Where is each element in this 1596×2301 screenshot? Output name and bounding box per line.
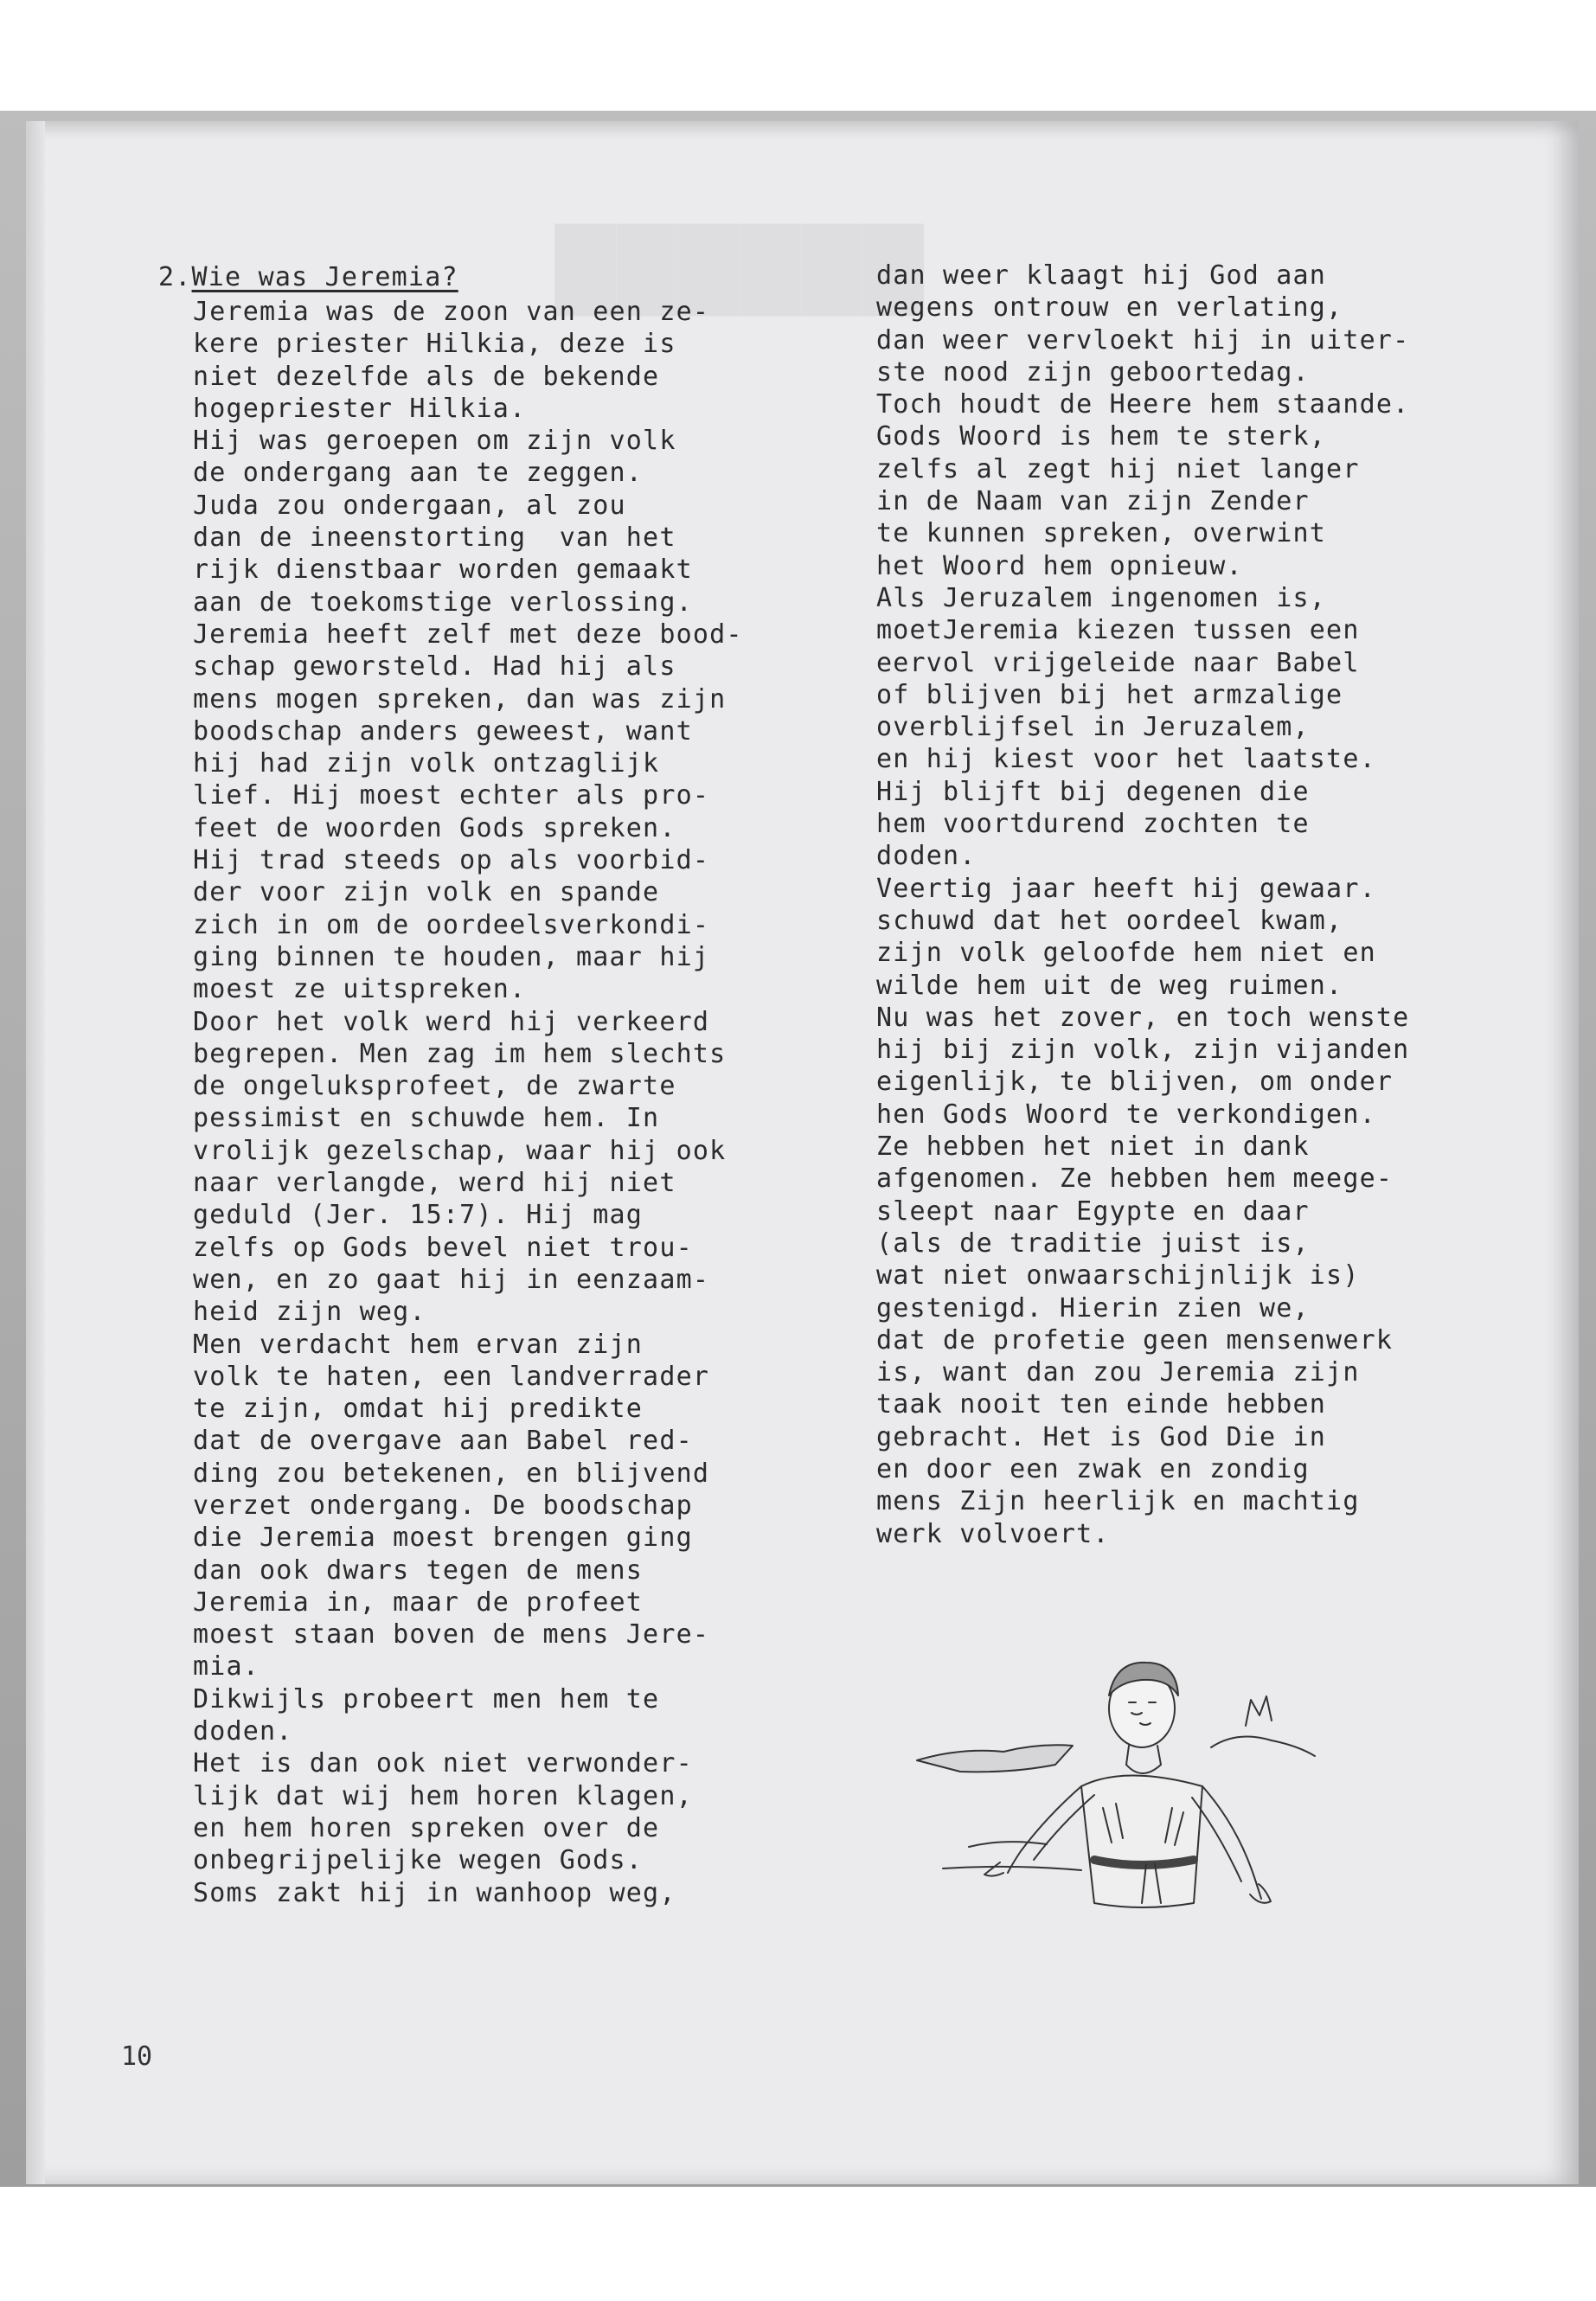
text-line: ding zou betekenen, en blijvend bbox=[193, 1458, 710, 1489]
text-line: Ze hebben het niet in dank bbox=[876, 1131, 1310, 1163]
text-line: of blijven bij het armzalige bbox=[876, 679, 1343, 710]
text-line: mens mogen spreken, dan was zijn bbox=[193, 683, 727, 715]
text-line: dan ook dwars tegen de mens bbox=[193, 1554, 644, 1586]
text-line: hogepriester Hilkia. bbox=[193, 393, 527, 424]
text-line: begrepen. Men zag im hem slechts bbox=[193, 1038, 727, 1069]
text-line: zelfs op Gods bevel niet trou- bbox=[193, 1232, 693, 1263]
page-spine bbox=[26, 121, 45, 2184]
left-text-column bbox=[193, 296, 743, 1909]
text-line: rijk dienstbaar worden gemaakt bbox=[193, 554, 693, 586]
text-line: Nu was het zover, en toch wenste bbox=[876, 1002, 1410, 1033]
text-line: Gods Woord is hem te sterk, bbox=[876, 421, 1327, 452]
text-line: ste nood zijn geboortedag. bbox=[876, 356, 1310, 388]
text-line: werk volvoert. bbox=[876, 1518, 1110, 1549]
text-line: onbegrijpelijke wegen Gods. bbox=[193, 1845, 644, 1876]
text-line: feet de woorden Gods spreken. bbox=[193, 812, 676, 843]
text-line: zelfs al zegt hij niet langer bbox=[876, 453, 1360, 484]
text-line: Jeremia heeft zelf met deze bood- bbox=[193, 619, 743, 650]
text-line: niet dezelfde als de bekende bbox=[193, 361, 660, 392]
text-line: Toch houdt de Heere hem staande. bbox=[876, 389, 1410, 420]
section-title: Wie was Jeremia? bbox=[191, 262, 458, 292]
text-line: dan weer klaagt hij God aan bbox=[876, 260, 1327, 291]
text-line: mia. bbox=[193, 1651, 260, 1682]
text-line: Dikwijls probeert men hem te bbox=[193, 1683, 660, 1715]
text-line: de ondergang aan te zeggen. bbox=[193, 458, 644, 489]
text-line: taak nooit ten einde hebben bbox=[876, 1389, 1327, 1420]
text-line: wen, en zo gaat hij in eenzaam- bbox=[193, 1264, 710, 1295]
text-line: Als Jeruzalem ingenomen is, bbox=[876, 582, 1327, 613]
text-line: vrolijk gezelschap, waar hij ook bbox=[193, 1135, 727, 1166]
text-line: Hij trad steeds op als voorbid- bbox=[193, 845, 710, 876]
text-line: dan weer vervloekt hij in uiter- bbox=[876, 324, 1410, 356]
text-line: afgenomen. Ze hebben hem meege- bbox=[876, 1163, 1394, 1195]
text-line: doden. bbox=[193, 1716, 293, 1747]
text-line: verzet ondergang. De boodschap bbox=[193, 1490, 693, 1521]
text-line: in de Naam van zijn Zender bbox=[876, 486, 1310, 517]
text-line: moest ze uitspreken. bbox=[193, 974, 527, 1005]
text-line: doden. bbox=[876, 841, 977, 872]
text-line: hij bij zijn volk, zijn vijanden bbox=[876, 1035, 1410, 1066]
text-line: heid zijn weg. bbox=[193, 1297, 426, 1328]
text-line: (als de traditie juist is, bbox=[876, 1227, 1310, 1259]
text-line: Het is dan ook niet verwonder- bbox=[193, 1748, 693, 1779]
text-line: gestenigd. Hierin zien we, bbox=[876, 1292, 1310, 1324]
text-line: en hem horen spreken over de bbox=[193, 1812, 660, 1843]
text-line: Veertig jaar heeft hij gewaar. bbox=[876, 873, 1376, 904]
text-line: overblijfsel in Jeruzalem, bbox=[876, 712, 1310, 743]
text-line: dat de overgave aan Babel red- bbox=[193, 1426, 693, 1457]
text-line: Juda zou ondergaan, al zou bbox=[193, 490, 626, 521]
text-line: Jeremia was de zoon van een ze- bbox=[193, 297, 710, 327]
text-line: mens Zijn heerlijk en machtig bbox=[876, 1486, 1360, 1517]
text-line: pessimist en schuwde hem. In bbox=[193, 1103, 660, 1134]
prophet-jeremiah-drawing bbox=[908, 1644, 1324, 1955]
text-line: dan de ineenstorting van het bbox=[193, 522, 676, 554]
text-line: boodschap anders geweest, want bbox=[193, 715, 693, 747]
text-line: kere priester Hilkia, deze is bbox=[193, 329, 676, 360]
text-line: naar verlangde, werd hij niet bbox=[193, 1168, 676, 1199]
text-line: geduld (Jer. 15:7). Hij mag bbox=[193, 1200, 644, 1231]
text-line: schap geworsteld. Had hij als bbox=[193, 651, 676, 683]
text-line: gebracht. Het is God Die in bbox=[876, 1421, 1327, 1452]
text-line: Men verdacht hem ervan zijn bbox=[193, 1329, 644, 1360]
text-line: lief. Hij moest echter als pro- bbox=[193, 780, 710, 811]
text-line: die Jeremia moest brengen ging bbox=[193, 1522, 693, 1554]
text-line: hen Gods Woord te verkondigen. bbox=[876, 1099, 1376, 1130]
text-line: en door een zwak en zondig bbox=[876, 1453, 1310, 1484]
text-line: lijk dat wij hem horen klagen, bbox=[193, 1780, 693, 1811]
section-number: 2. bbox=[158, 262, 192, 292]
text-line: Soms zakt hij in wanhoop weg, bbox=[193, 1877, 676, 1908]
text-line: te kunnen spreken, overwint bbox=[876, 518, 1327, 549]
text-line: sleept naar Egypte en daar bbox=[876, 1195, 1310, 1227]
text-line: hem voortdurend zochten te bbox=[876, 809, 1310, 840]
text-line: ging binnen te houden, maar hij bbox=[193, 941, 710, 972]
page-number: 10 bbox=[121, 2041, 153, 2072]
text-line: Door het volk werd hij verkeerd bbox=[193, 1006, 710, 1037]
text-line: eigenlijk, te blijven, om onder bbox=[876, 1067, 1394, 1098]
text-line: wegens ontrouw en verlating, bbox=[876, 292, 1343, 324]
text-line: wat niet onwaarschijnlijk is) bbox=[876, 1260, 1360, 1292]
text-line: Hij blijft bij degenen die bbox=[876, 776, 1310, 807]
text-line: hij had zijn volk ontzaglijk bbox=[193, 748, 660, 779]
text-line: moest staan boven de mens Jere- bbox=[193, 1619, 710, 1650]
text-line: zijn volk geloofde hem niet en bbox=[876, 938, 1376, 969]
right-text-column bbox=[876, 260, 1409, 1550]
text-line: eervol vrijgeleide naar Babel bbox=[876, 647, 1360, 678]
text-line: volk te haten, een landverrader bbox=[193, 1361, 710, 1392]
text-line: moetJeremia kiezen tussen een bbox=[876, 615, 1360, 646]
text-line: wilde hem uit de weg ruimen. bbox=[876, 970, 1343, 1001]
text-line: der voor zijn volk en spande bbox=[193, 877, 660, 908]
text-line: het Woord hem opnieuw. bbox=[876, 550, 1243, 581]
show-through-decoration: ██████ bbox=[554, 225, 924, 316]
text-line: zich in om de oordeelsverkondi- bbox=[193, 909, 710, 940]
text-line: en hij kiest voor het laatste. bbox=[876, 744, 1376, 775]
section-heading bbox=[158, 262, 458, 292]
text-line: dat de profetie geen mensenwerk bbox=[876, 1324, 1394, 1356]
text-line: te zijn, omdat hij predikte bbox=[193, 1394, 644, 1425]
text-line: Hij was geroepen om zijn volk bbox=[193, 426, 676, 457]
text-line: schuwd dat het oordeel kwam, bbox=[876, 905, 1343, 936]
text-line: Jeremia in, maar de profeet bbox=[193, 1586, 644, 1618]
text-line: aan de toekomstige verlossing. bbox=[193, 586, 693, 618]
text-line: is, want dan zou Jeremia zijn bbox=[876, 1357, 1360, 1388]
text-line: de ongeluksprofeet, de zwarte bbox=[193, 1071, 676, 1102]
